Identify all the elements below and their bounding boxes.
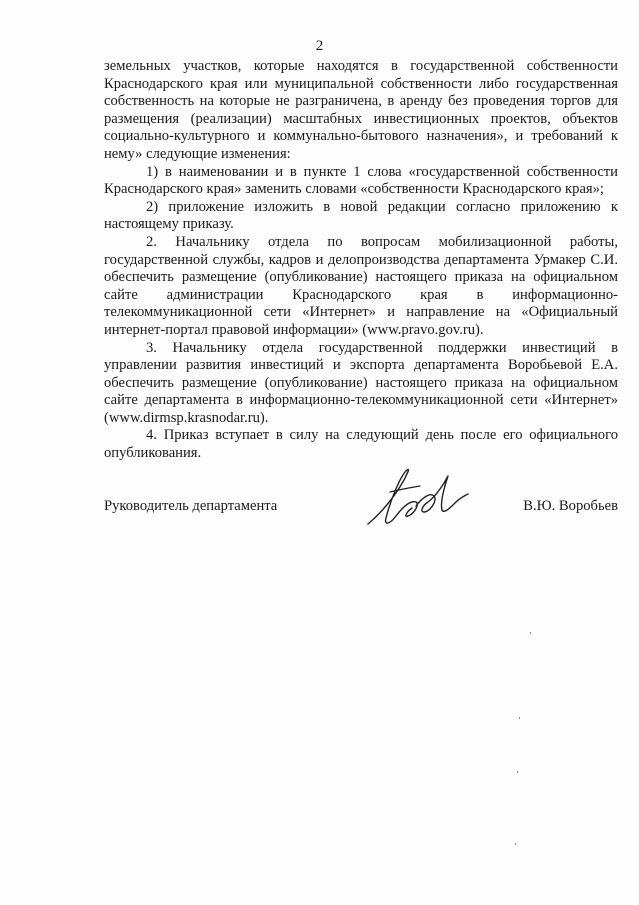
scan-speck	[517, 771, 518, 773]
paragraph-subitem-1: 1) в наименовании и в пункте 1 слова «государственной собственности Краснодарского края» заменить словами «собственности Краснодарского края»;	[104, 163, 618, 198]
paragraph-item-2: 2. Начальнику отдела по вопросам мобилизационной работы, государственной службы, кадров и делопроизводства департамента Урмакер С.И. обеспечить размещение (опубликование) настоящего приказа на официальном сайте администрации Краснодарского края в информационно-телекоммуникационной сети «Интернет» и направление на «Официальный интернет-портал правовой информации» (www.pravo.gov.ru).	[104, 233, 618, 338]
handwritten-signature	[360, 462, 470, 532]
scan-speck	[515, 843, 516, 845]
page-number: 2	[315, 38, 324, 54]
paragraph-continuation: земельных участков, которые находятся в государственной собственности Краснодарского края или муниципальной собственности либо государственная собственность на которые не разграничена, в аренду без проведения торгов для размещения (реализации) масштабных инвестиционных проектов, объектов социально-культурного и коммунально-бытового назначения», и требований к нему» следующие изменения:	[104, 58, 618, 162]
scan-speck	[530, 632, 531, 634]
document-body	[104, 58, 618, 463]
signatory-name: В.Ю. Воробьев	[523, 498, 618, 514]
signatory-title: Руководитель департамента	[104, 498, 278, 514]
paragraph-item-4: 4. Приказ вступает в силу на следующий день после его официального опубликования.	[104, 427, 618, 462]
paragraph-item-3: 3. Начальнику отдела государственной поддержки инвестиций в управлении развития инвестиций и экспорта департамента Воробьевой Е.А. обеспечить размещение (опубликование) настоящего приказа на официальном сайте департамента в информационно-телекоммуникационной сети «Интернет» (www.dirmsp.krasnodar.ru).	[104, 339, 618, 426]
paragraph-subitem-2: 2) приложение изложить в новой редакции согласно приложению к настоящему приказу.	[104, 198, 618, 233]
scan-speck	[519, 717, 520, 719]
